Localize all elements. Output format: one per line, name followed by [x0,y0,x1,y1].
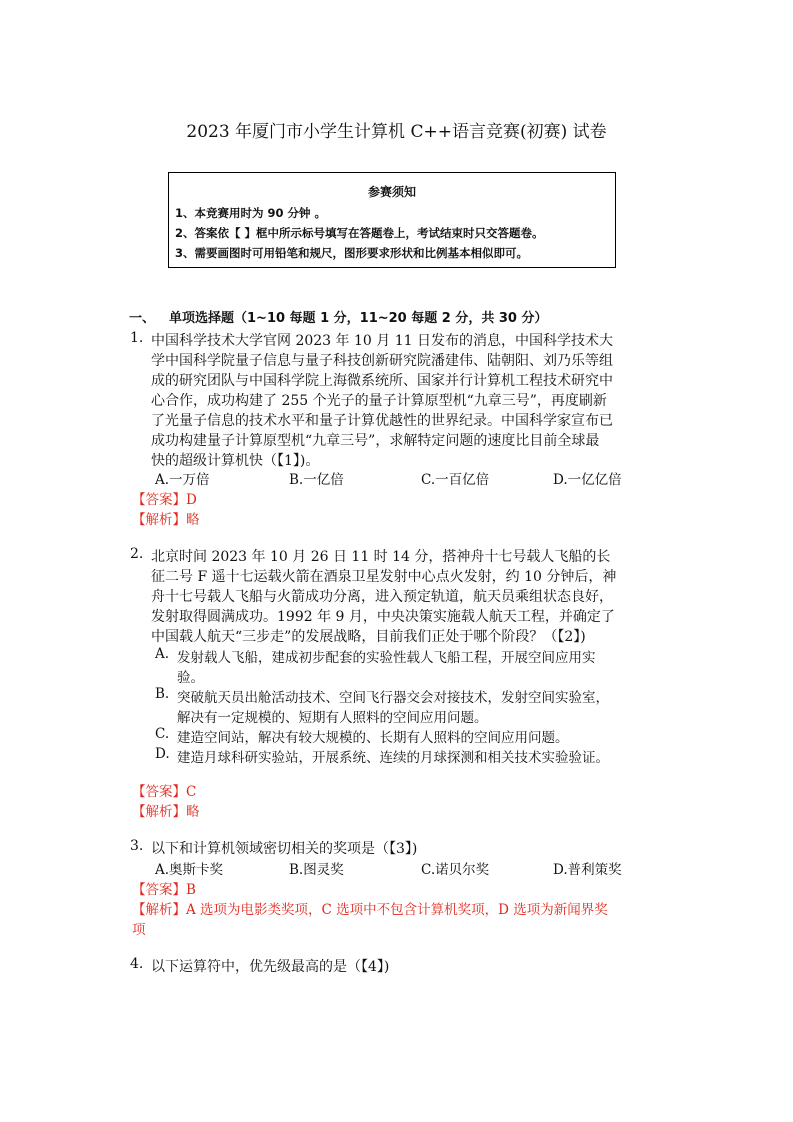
question-2-option-b-text: 突破航天员出舱活动技术、空间飞行器交会对接技术，发射空间实验室， [177,690,609,706]
question-1-option-c: C.一百亿倍 [421,472,490,488]
question-2-line: 发射取得圆满成功。1992 年 9 月，中央决策实施载人航天工程，并确定了 [151,609,615,625]
question-3-number: 3. [130,838,144,854]
question-1-line: 心合作，成功构建了 255 个光子的量子计算原型机“九章三号”，再度刷新 [151,393,607,409]
question-3-analysis-continued: 项 [132,922,146,938]
question-1-line: 学中国科学院量子信息与量子科技创新研究院潘建伟、陆朝阳、刘乃乐等组 [151,353,613,369]
question-2-option-d-label: D. [155,746,170,762]
question-1-number: 1. [130,330,144,346]
question-2-option-a-text: 发射载人飞船，建成初步配套的实验性载人飞船工程，开展空间应用实 [177,650,596,666]
question-2-option-c-label: C. [155,726,170,742]
notice-box [168,172,616,268]
question-2-option-a-text: 验。 [177,670,204,686]
question-1-option-a: A.一万倍 [155,472,210,488]
section-heading [129,307,548,326]
question-3-option-b: B.图灵奖 [289,862,344,878]
question-1-line: 快的超级计算机快（【1】)。 [151,453,320,469]
question-1-line: 了光量子信息的技术水平和量子计算优越性的世界纪录。中国科学家宣布已 [151,413,613,429]
question-2-number: 2. [130,546,144,562]
question-2-line: 舟十七号载人飞船与火箭成功分离，进入预定轨道，航天员乘组状态良好， [151,589,613,605]
question-2-line: 北京时间 2023 年 10 月 26 日 11 时 14 分，搭神舟十七号载人飞船的长 [151,549,611,565]
question-1-option-b: B.一亿倍 [289,472,344,488]
question-2-line: 中国载人航天“三步走”的发展战略，目前我们正处于哪个阶段？（【2】) [151,629,586,645]
section-title: 单项选择题（1~10 每题 1 分，11~20 每题 2 分，共 30 分） [169,311,548,326]
notice-heading: 参赛须知 [367,185,416,199]
question-2-option-a-label: A. [155,646,170,662]
section-number: 一、 [129,311,156,326]
question-1-analysis: 【解析】略 [132,512,200,528]
notice-item-3: 3、需要画图时可用铅笔和规尺，图形要求形状和比例基本相似即可。 [175,246,528,260]
question-2-analysis: 【解析】略 [132,804,200,820]
question-2-option-b-text: 解决有一定规模的、短期有人照料的空间应用问题。 [177,710,488,726]
question-2-option-c-text: 建造空间站，解决有较大规模的、长期有人照料的空间应用问题。 [177,730,569,746]
question-1-option-d: D.一亿亿倍 [553,472,622,488]
notice-item-1: 1、本竞赛用时为 90 分钟 。 [175,206,327,220]
question-2-option-b-label: B. [155,686,170,702]
question-4-line: 以下运算符中，优先级最高的是（【4】) [151,959,390,975]
question-3-option-a: A.奥斯卡奖 [155,862,224,878]
question-3-analysis: 【解析】A 选项为电影类奖项，C 选项中不包含计算机奖项，D 选项为新闻界奖 [132,902,608,918]
question-1-line: 成的研究团队与中国科学院上海微系统所、国家并行计算机工程技术研究中 [151,373,613,389]
question-2-answer: 【答案】C [132,784,197,800]
question-1-line: 成功构建量子计算原型机“九章三号”，求解特定问题的速度比目前全球最 [151,433,600,449]
question-3-option-d: D.普利策奖 [553,862,622,878]
question-1-line: 中国科学技术大学官网 2023 年 10 月 11 日发布的消息，中国科学技术大 [151,333,613,349]
question-3-option-c: C.诺贝尔奖 [421,862,490,878]
question-4-number: 4. [130,956,144,972]
question-2-option-d-text: 建造月球科研实验站，开展系统、连续的月球探测和相关技术实验验证。 [177,750,609,766]
question-1-answer: 【答案】D [132,492,197,508]
question-3-answer: 【答案】B [132,882,196,898]
question-2-line: 征二号 F 遥十七运载火箭在酒泉卫星发射中心点火发射，约 10 分钟后，神 [151,569,617,585]
notice-item-2: 2、答案依【 】框中所示标号填写在答题卷上，考试结束时只交答题卷。 [175,226,544,240]
question-3-line: 以下和计算机领域密切相关的奖项是（【3】) [151,841,418,857]
page-title: 2023 年厦门市小学生计算机 C++语言竞赛(初赛) 试卷 [186,122,607,142]
